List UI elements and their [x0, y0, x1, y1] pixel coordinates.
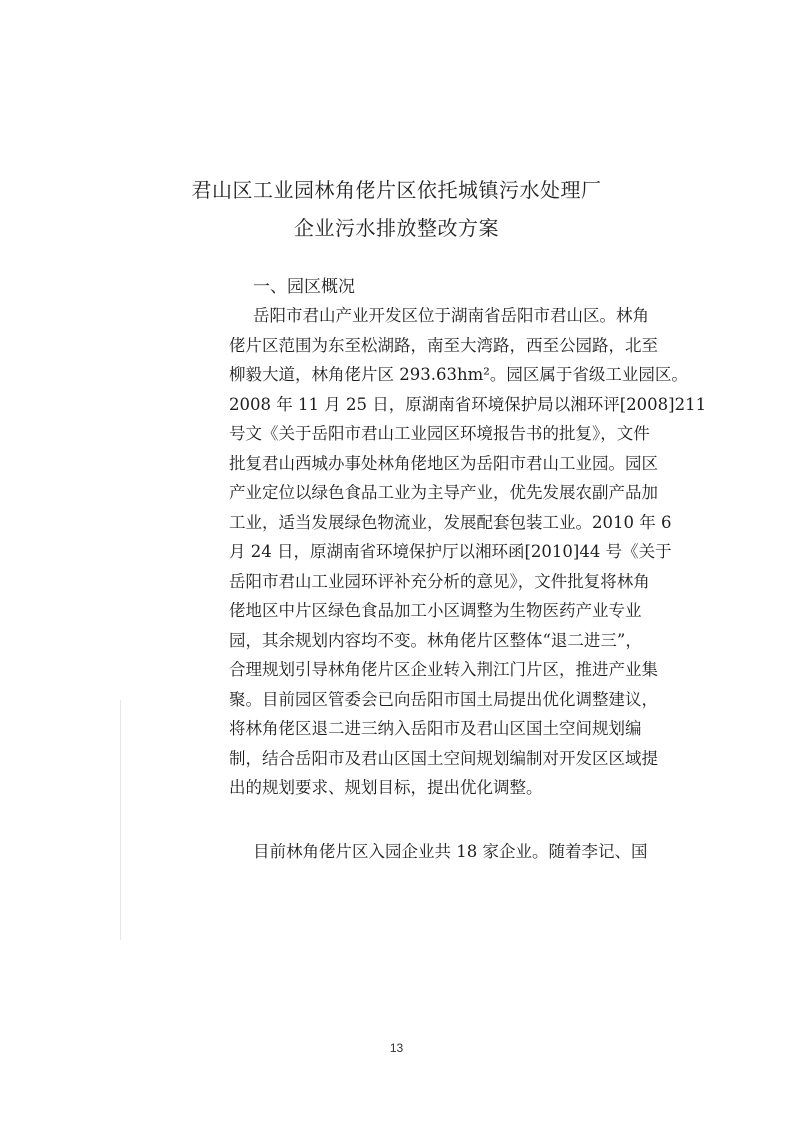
- paragraph-line: 目前林角佬片区入园企业共 18 家企业。随着李记、国: [253, 842, 648, 861]
- paragraph-line: 工业，适当发展绿色物流业，发展配套包装工业。2010 年 6: [229, 512, 672, 532]
- document-title-line-1: 君山区工业园林角佬片区依托城镇污水处理厂: [191, 178, 602, 202]
- paragraph-line: 将林角佬区退二进三纳入岳阳市及君山区国土空间规划编: [229, 719, 642, 738]
- paragraph-line: 岳阳市君山产业开发区位于湖南省岳阳市君山区。林角: [253, 306, 649, 325]
- paragraph-line: 月 24 日，原湖南省环境保护厅以湘环函[2010]44 号《关于: [229, 542, 672, 561]
- paragraph-line: 柳毅大道，林角佬片区 293.63hm²。园区属于省级工业园区。: [229, 365, 688, 384]
- paragraph-line: 批复君山西城办事处林角佬地区为岳阳市君山工业园。园区: [229, 453, 658, 473]
- paragraph-enterprises: [229, 837, 648, 867]
- document-title-line-2: 企业污水排放整改方案: [294, 216, 499, 240]
- paragraph-line: 制，结合岳阳市及君山区国土空间规划编制对开发区区域提: [229, 748, 658, 768]
- section-heading: 一、园区概况: [253, 277, 355, 297]
- paragraph-line: 佬地区中片区绿色食品加工小区调整为生物医药产业专业: [229, 601, 642, 620]
- paragraph-line: 出的规划要求、规划目标，提出优化调整。: [229, 778, 543, 797]
- page-number: 13: [389, 1041, 404, 1055]
- paragraph-line: 岳阳市君山工业园环评补充分析的意见》，文件批复将林角: [229, 571, 650, 591]
- paragraph-line: 聚。目前园区管委会已向岳阳市国土局提出优化调整建议，: [229, 689, 658, 709]
- paragraph-line: 佬片区范围为东至松湖路，南至大湾路，西至公园路，北至: [229, 335, 658, 355]
- paragraph-park-overview: [229, 301, 707, 803]
- paragraph-line: 合理规划引导林角佬片区企业转入荆江门片区，推进产业集: [229, 660, 658, 679]
- paragraph-line: 产业定位以绿色食品工业为主导产业，优先发展农副产品加: [229, 483, 658, 502]
- paragraph-line: 号文《关于岳阳市君山工业园区环境报告书的批复》，文件: [229, 424, 650, 443]
- paragraph-line: 2008 年 11 月 25 日，原湖南省环境保护局以湘环评[2008]211: [229, 394, 707, 414]
- scan-edge-line: [120, 700, 121, 940]
- paragraph-line: 园，其余规划内容均不变。林角佬片区整体“退二进三”，: [229, 630, 642, 650]
